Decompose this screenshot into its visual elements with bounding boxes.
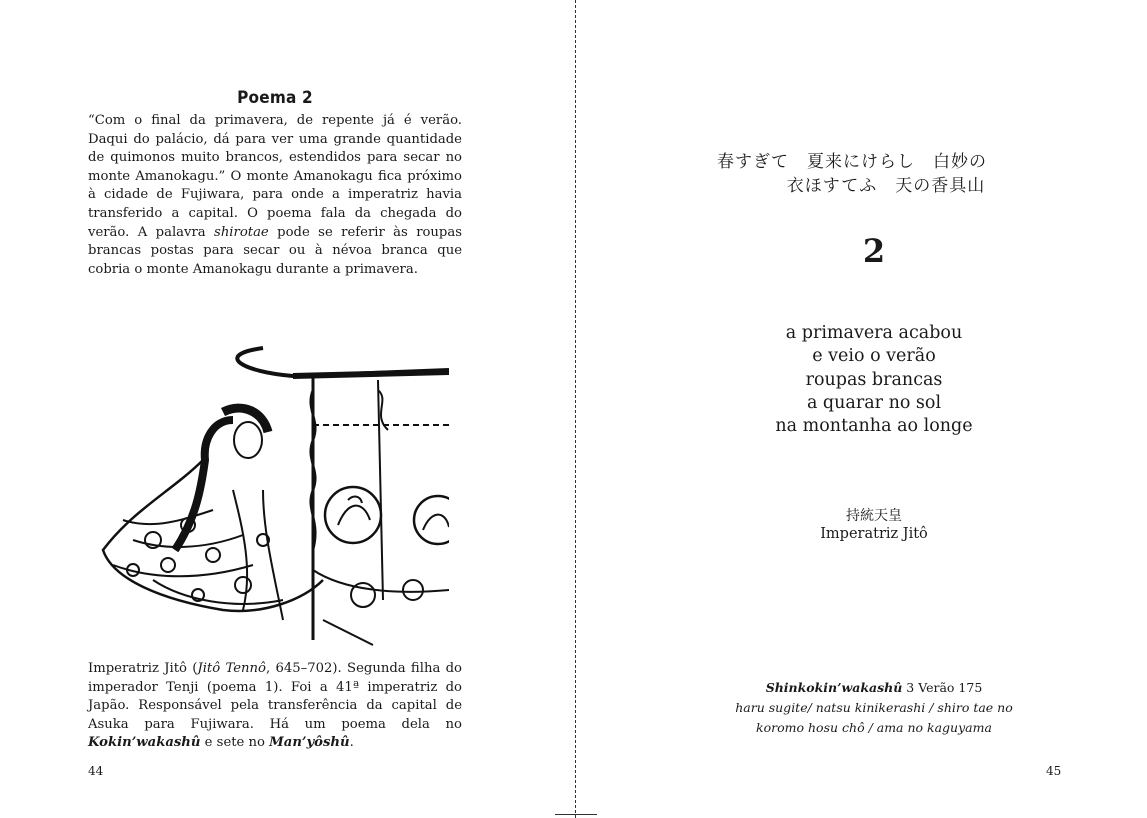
page-number-left: 44 (88, 764, 104, 778)
translated-poem (577, 322, 1147, 438)
source-citation (577, 678, 1147, 738)
author-name-japanese: 持統天皇 (846, 508, 902, 524)
poem-line: na montanha ao longe (775, 416, 973, 437)
page-title: Poema 2 (237, 88, 313, 108)
commentary-paragraph: “Com o final da primavera, de repente já é verão. Daqui do palácio, dá para ver uma grande quantidade de quimonos muito brancos, estendidos para secar no monte Amanokagu.” O monte Amanokagu fica próximo à cidade de Fujiwara, para onde a imperatriz havia transferido a capital. O poema fala da chegada do verão. A palavra shirotae pode se referir às roupas brancas postas para secar ou à névoa branca que cobria o monte Amanokagu durante a primavera. (88, 113, 463, 277)
poem-line: roupas brancas (805, 369, 943, 390)
empress-illustration (93, 340, 449, 650)
page-gutter-divider (575, 0, 576, 818)
poem-line: a primavera acabou (785, 323, 963, 343)
poem-number: 2 (862, 232, 886, 270)
right-page (577, 0, 1147, 818)
japanese-poem-line-2: 衣ほすてふ 天の香具山 (786, 176, 986, 196)
romaji-line-2: koromo hosu chô / ama no kaguyama (756, 720, 992, 735)
page-number-right: 45 (1046, 764, 1062, 778)
source-reference: 3 Verão 175 (902, 680, 983, 695)
poem-line: e veio o verão (812, 346, 936, 367)
poem-line: a quarar no sol (806, 392, 942, 413)
source-title: Shinkokin’wakashû (765, 680, 903, 695)
author-name: Imperatriz Jitô (820, 526, 928, 542)
author-biography: Imperatriz Jitô (Jitô Tennô, 645–702). Segunda filha do imperador Tenji (poema 1). Foi a 41ª imperatriz do Japão. Responsável pela transferência da capital de Asuka para Fujiwara. Há um poema dela no Kokin’wakashû e sete no Man’yôshû. (88, 661, 462, 751)
romaji-line-1: haru sugite/ natsu kinikerashi / shiro tae no (735, 700, 1013, 715)
japanese-poem-line-1: 春すぎて 夏来にけらし 白妙の (717, 152, 987, 172)
